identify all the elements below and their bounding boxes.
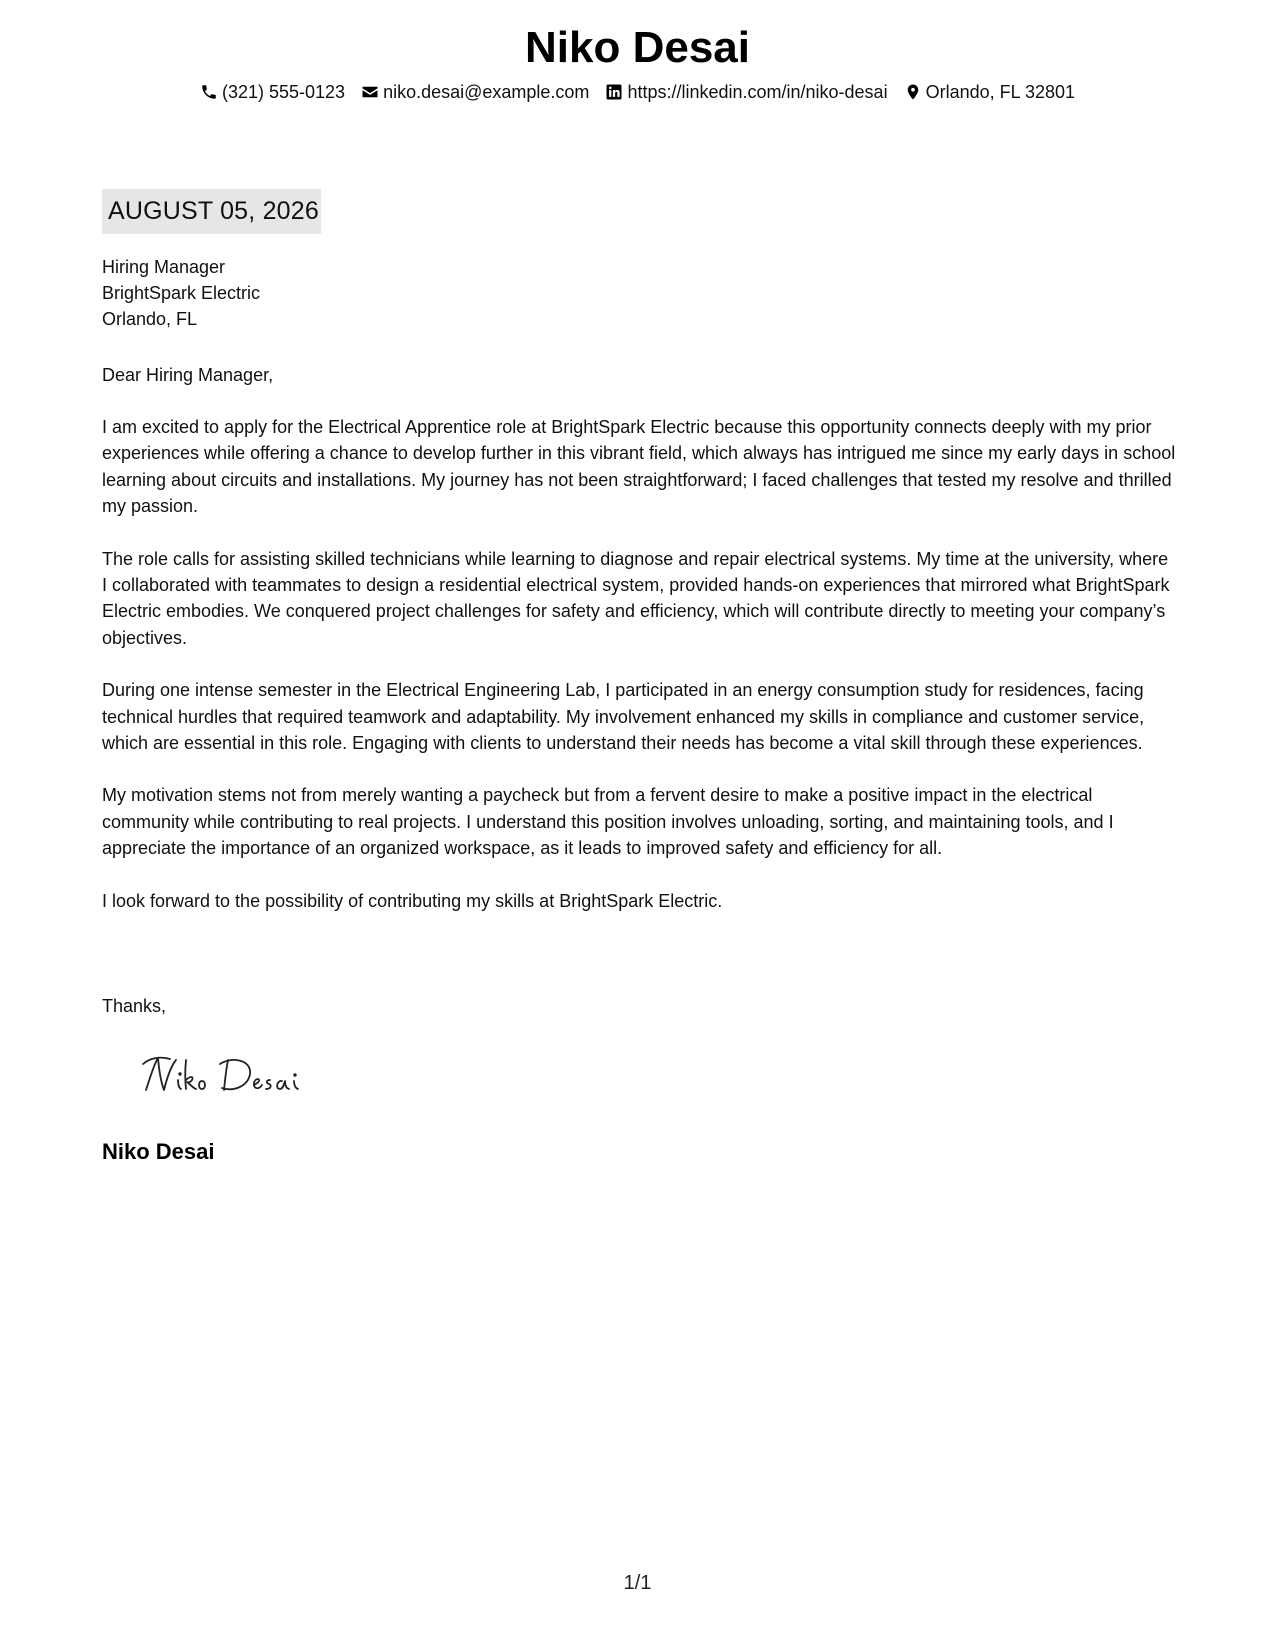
body-paragraph: I look forward to the possibility of contributing my skills at BrightSpark Electric.: [102, 890, 723, 911]
page-number: 1/1: [623, 1572, 652, 1594]
phone-icon: [200, 83, 218, 101]
contact-location-text: Orlando, FL 32801: [925, 82, 1076, 102]
letter-date: AUGUST 05, 2026: [102, 189, 321, 234]
contact-info-row: [0, 80, 1275, 104]
contact-phone-text: (321) 555-0123: [221, 82, 346, 102]
contact-email-text[interactable]: niko.desai@example.com: [383, 82, 590, 102]
contact-email[interactable]: [361, 80, 589, 104]
handwritten-signature: [140, 1050, 330, 1100]
body-paragraph: During one intense semester in the Electrical Engineering Lab, I participated in an energy consumption study for residences, facing technical hurdles that required teamwork and adaptability. My involvement enhanced my skills in compliance and customer service, which are essential in this role. Engaging with clients to understand their needs has become a vital skill through these experiences.: [102, 680, 1145, 754]
contact-phone: [200, 80, 345, 104]
applicant-name-heading: Niko Desai: [525, 23, 750, 72]
envelope-icon: [361, 83, 379, 101]
body-paragraph: My motivation stems not from merely wanting a paycheck but from a fervent desire to make a positive impact in the electrical community while contributing to real projects. I understand this position involves unloading, sorting, and maintaining tools, and I appreciate the importance of an organized workspace, as it leads to improved safety and efficiency for all.: [102, 785, 1114, 859]
contact-linkedin[interactable]: [605, 80, 887, 104]
body-paragraph: I am excited to apply for the Electrical Apprentice role at BrightSpark Electric because this opportunity connects deeply with my prior experiences while offering a chance to develop further in this vibrant field, which always has intrigued me since my early days in school learning about circuits and installations. My journey has not been straightforward; I faced challenges that tested my resolve and thrilled my passion.: [102, 417, 1176, 517]
letter-body: [102, 414, 1177, 940]
recipient-company: BrightSpark Electric: [102, 283, 261, 303]
recipient-title: Hiring Manager: [102, 257, 226, 277]
salutation: Dear Hiring Manager,: [102, 365, 274, 385]
closing-line: Thanks,: [102, 996, 167, 1016]
contact-linkedin-text[interactable]: https://linkedin.com/in/niko-desai: [627, 82, 888, 102]
map-marker-icon: [904, 83, 922, 101]
recipient-block: [102, 254, 260, 332]
signer-name: Niko Desai: [102, 1139, 215, 1164]
contact-location: [904, 80, 1075, 104]
linkedin-icon: [605, 83, 623, 101]
body-paragraph: The role calls for assisting skilled technicians while learning to diagnose and repair electrical systems. My time at the university, where I collaborated with teammates to design a residential electrical system, provided hands-on experiences that mirrored what BrightSpark Electric embodies. We conquered project challenges for safety and efficiency, which will contribute directly to meeting your company’s objectives.: [102, 548, 1170, 648]
recipient-location: Orlando, FL: [102, 309, 198, 329]
